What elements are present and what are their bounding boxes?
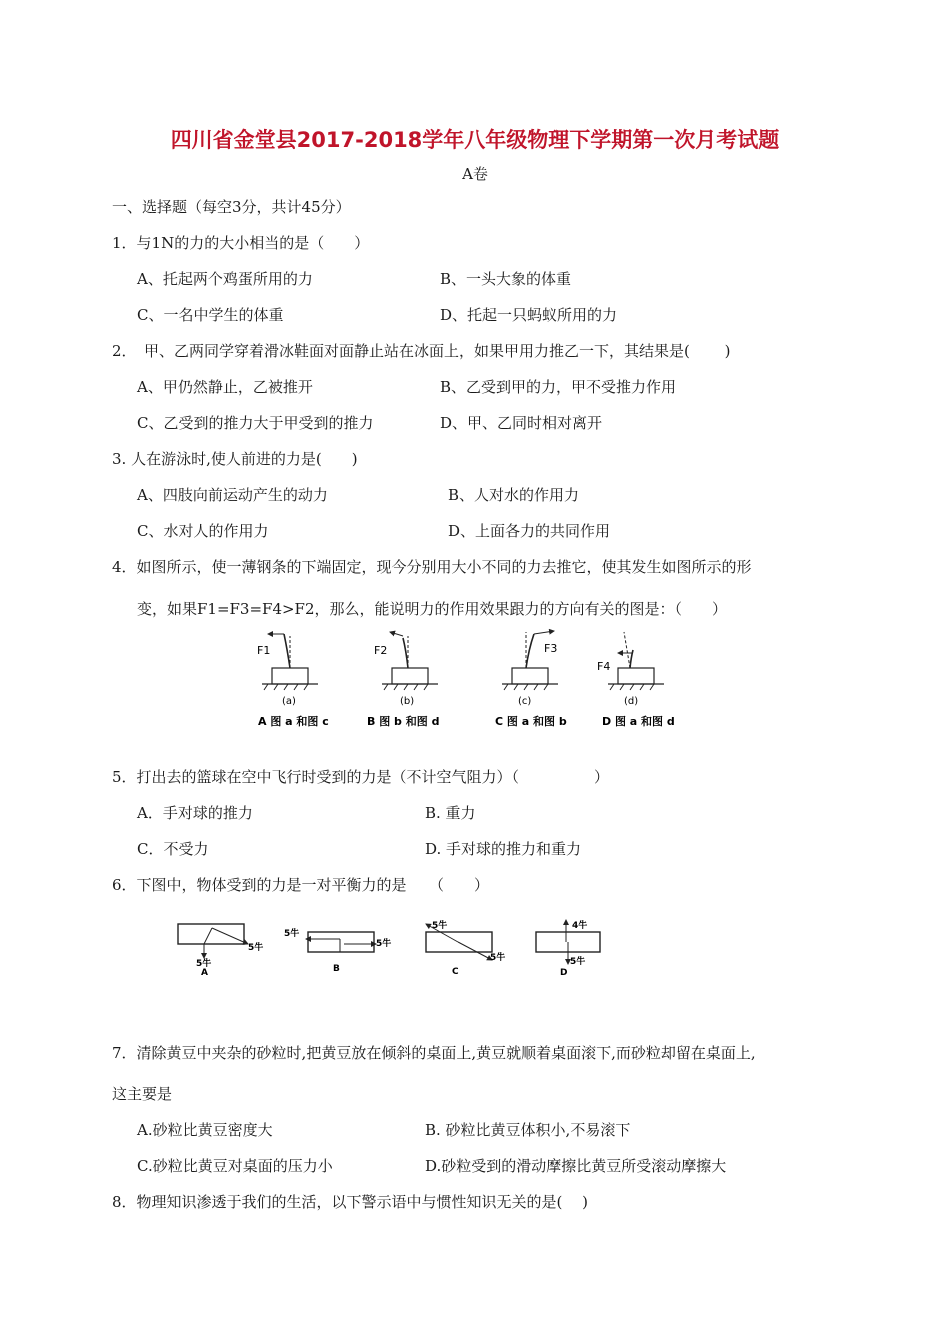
q1-option-a: A、托起两个鸡蛋所用的力 [137,270,313,288]
q6-panel-a [178,924,263,978]
q4-force-label: F1 [257,644,271,657]
q1-option-d: D、托起一只蚂蚁所用的力 [440,306,618,324]
q3-option-b: B、人对水的作用力 [448,486,580,504]
q4-panel-a [257,634,329,728]
q3-option-d: D、上面各力的共同作用 [448,522,611,540]
q4-fig-label: (b) [400,696,415,707]
page-title: 四川省金堂县2017-2018学年八年级物理下学期第一次月考试题 [170,128,780,152]
q4-option: B 图 b 和图 d [367,715,440,728]
q6-force-label: 5牛 [432,921,448,931]
question-7-line2: 这主要是 [112,1085,173,1103]
q4-fig-label: (d) [624,696,639,707]
q6-fig-label: A [201,968,208,978]
q2-option-c: C、乙受到的推力大于甲受到的推力 [137,414,374,432]
q6-force-label: 5牛 [248,943,264,953]
q5-option-b: B. 重力 [425,804,476,822]
q6-force-label: 5牛 [196,959,212,969]
question-8: 8．物理知识渗透于我们的生活，以下警示语中与惯性知识无关的是( ) [112,1193,589,1211]
q6-force-label: 5牛 [490,953,506,963]
section-label: A卷 [462,165,488,183]
q7-option-d: D.砂粒受到的滑动摩擦比黄豆所受滚动摩擦大 [425,1157,727,1175]
q7-option-a: A.砂粒比黄豆密度大 [137,1121,273,1139]
question-4-line1: 4．如图所示，使一薄钢条的下端固定，现今分别用大小不同的力去推它，使其发生如图所示的形 [112,558,752,576]
question-6: 6．下图中，物体受到的力是一对平衡力的是 （ ） [112,876,490,894]
question-2: 2． 甲、乙两同学穿着滑冰鞋面对面静止站在冰面上，如果甲用力推乙一下，其结果是( ) [112,342,731,360]
part-heading: 一、选择题（每空3分，共计45分） [112,198,351,216]
q5-option-a: A．手对球的推力 [137,804,253,822]
q4-option: D 图 a 和图 d [602,715,675,728]
q6-fig-label: D [560,968,568,978]
q6-panel-b [284,927,391,974]
q4-panel-b [367,632,439,728]
q5-option-d: D. 手对球的推力和重力 [425,840,582,858]
q4-force-label: F4 [597,660,611,673]
question-7-line1: 7．清除黄豆中夹杂的砂粒时,把黄豆放在倾斜的桌面上,黄豆就顺着桌面滚下,而砂粒却留在桌面上, [112,1044,756,1062]
q7-option-c: C.砂粒比黄豆对桌面的压力小 [137,1157,333,1175]
q7-option-b: B. 砂粒比黄豆体积小,不易滚下 [425,1121,631,1139]
question-4-line2: 变，如果F1=F3=F4>F2，那么，能说明力的作用效果跟力的方向有关的图是：（ ） [137,600,728,618]
q4-panel-d [597,632,675,728]
q6-force-label: 4牛 [572,921,588,931]
q3-option-a: A、四肢向前运动产生的动力 [137,486,328,504]
question-1: 1．与1N的力的大小相当的是（ ） [112,234,370,252]
q2-option-d: D、甲、乙同时相对离开 [440,414,603,432]
q1-option-c: C、一名中学生的体重 [137,306,284,324]
q6-fig-label: B [333,964,340,974]
q5-option-c: C．不受力 [137,840,209,858]
q6-panel-c [426,919,505,977]
q4-force-label: F2 [374,644,388,657]
q4-panel-c [495,631,567,728]
q6-force-label: 5牛 [284,929,300,939]
q4-fig-label: (a) [282,696,296,707]
question-3: 3. 人在游泳时,使人前进的力是( ) [112,450,358,468]
q6-panel-d [536,919,600,978]
q6-force-label: 5牛 [376,939,392,949]
q2-option-b: B、乙受到甲的力，甲不受推力作用 [440,378,677,396]
q6-fig-label: C [452,967,459,977]
q4-option: A 图 a 和图 c [258,715,329,728]
q2-option-a: A、甲仍然静止，乙被推开 [137,378,313,396]
q4-force-label: F3 [544,642,558,655]
question-5: 5．打出去的篮球在空中飞行时受到的力是（不计空气阻力）（ ） [112,768,610,786]
q1-option-b: B、一头大象的体重 [440,270,572,288]
q3-option-c: C、水对人的作用力 [137,522,269,540]
q4-option: C 图 a 和图 b [495,715,567,728]
q6-figure [170,914,620,978]
q4-figure [240,622,700,734]
q4-fig-label: (c) [518,696,532,707]
q6-force-label: 5牛 [570,957,586,967]
